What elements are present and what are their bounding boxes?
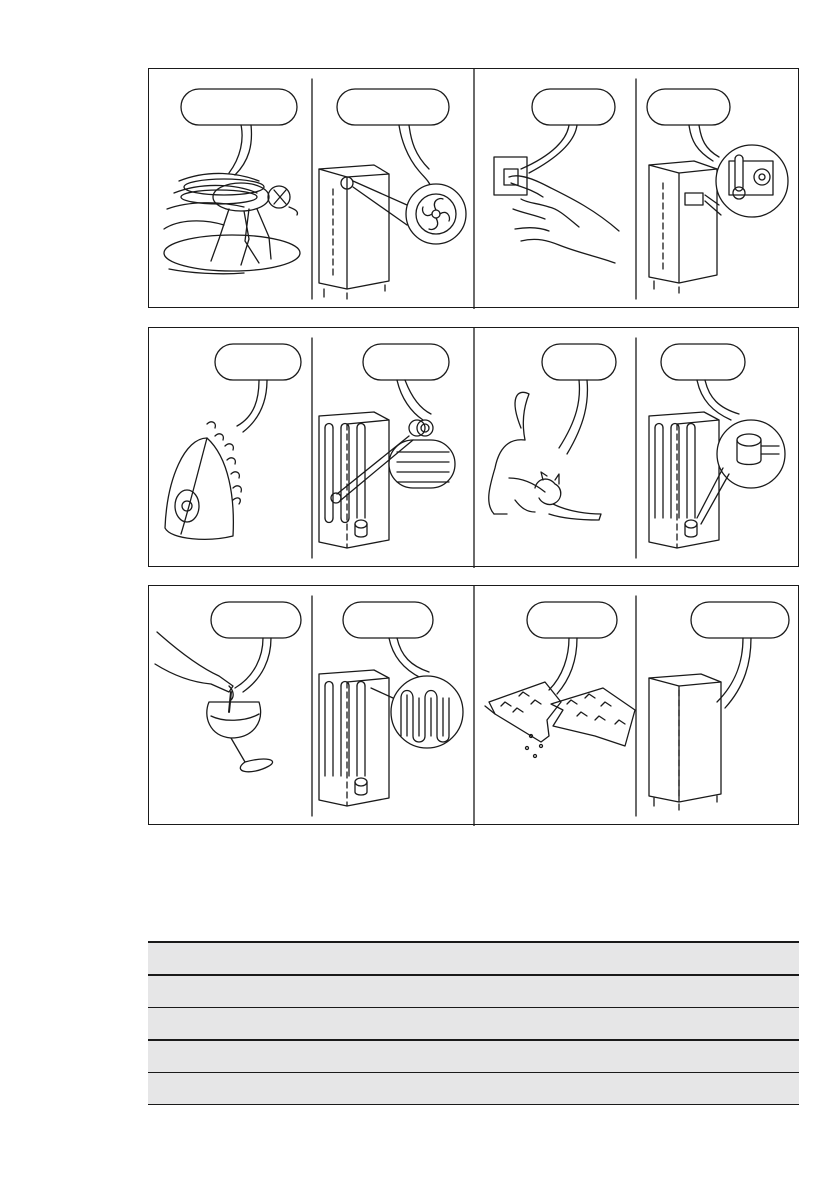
fridge-fan-illustration <box>319 89 466 299</box>
fridge-compressor-illustration <box>649 344 785 548</box>
fridge-thermostat-illustration <box>647 89 788 293</box>
illustration-panel-1 <box>148 68 799 308</box>
steam-iron-illustration <box>165 344 301 539</box>
cat-illustration <box>489 344 616 520</box>
table-row <box>148 976 799 1007</box>
table-rule-bottom <box>148 1104 799 1105</box>
table-row <box>148 1041 799 1072</box>
wine-glass-illustration <box>155 602 301 772</box>
fly-illustration <box>164 89 300 274</box>
illustration-panel-2 <box>148 327 799 567</box>
illustration-panel-3 <box>148 585 799 825</box>
table-row <box>148 943 799 974</box>
fridge-cabinet-illustration <box>649 602 789 810</box>
fridge-condenser-illustration <box>319 344 455 548</box>
blank-table <box>148 941 799 1105</box>
fridge-tubing-illustration <box>319 602 463 806</box>
table-row <box>148 1073 799 1104</box>
table-row <box>148 1008 799 1039</box>
hand-switch-illustration <box>494 89 619 263</box>
cracker-illustration <box>485 602 635 758</box>
